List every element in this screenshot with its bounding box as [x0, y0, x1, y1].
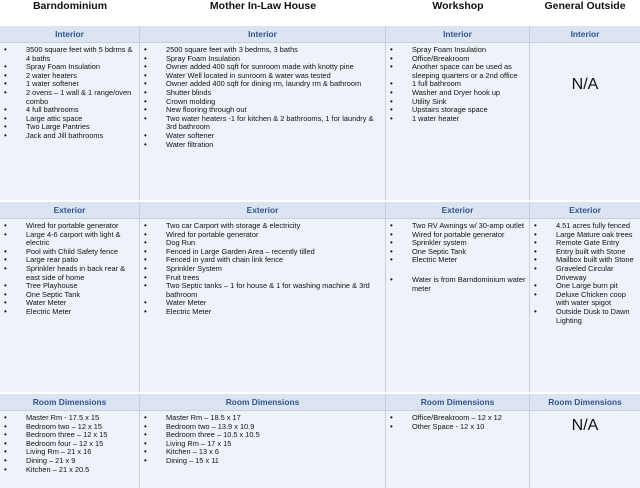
list-item: • Bedroom four – 12 x 15	[4, 440, 137, 449]
list-item: • Living Rm – 21 x 16	[4, 448, 137, 457]
list-item: • Spray Foam Insulation	[390, 46, 527, 55]
list-item: • Sprinkler system	[390, 239, 527, 248]
mother-in-law-interior-cell	[140, 26, 386, 200]
list-item: • Two car Carport with storage & electricity	[144, 222, 383, 231]
workshop-exterior-note	[386, 273, 529, 293]
workshop-exterior-list	[386, 219, 529, 265]
list-item: • Dining – 21 x 9	[4, 457, 137, 466]
list-item: • New flooring through out	[144, 106, 383, 115]
list-item: • Electric Meter	[390, 256, 527, 265]
list-item: • Sprinkler System	[144, 265, 383, 274]
list-item: • Kitchen – 13 x 6	[144, 448, 383, 457]
list-item: • 1 water heater	[390, 115, 527, 124]
section-header-interior: Interior	[0, 26, 139, 43]
column-title-mother-in-law-house: Mother In-Law House	[209, 0, 317, 12]
list-item: • Living Rm – 17 x 15	[144, 440, 383, 449]
list-item: • 1 full bathroom	[390, 80, 527, 89]
workshop-exterior-cell	[386, 202, 530, 392]
list-item: • Spray Foam Insulation	[144, 55, 383, 64]
general-outside-exterior-list	[530, 219, 640, 325]
list-item: • Another space can be used as sleeping quarters or a 2nd office	[390, 63, 527, 80]
list-item: • Dog Run	[144, 239, 383, 248]
list-item: • Mailbox built with Stone	[534, 256, 638, 265]
section-header-room-dimensions: Room Dimensions	[140, 394, 385, 411]
section-header-exterior: Exterior	[140, 202, 385, 219]
list-item: • Jack and Jill bathrooms	[4, 132, 137, 141]
list-item: • Electric Meter	[144, 308, 383, 317]
list-item: • One Large burn pit	[534, 282, 638, 291]
list-item: • Water Meter	[4, 299, 137, 308]
list-item: • Fruit trees	[144, 274, 383, 283]
mother-in-law-exterior-list	[140, 219, 385, 317]
list-item: • Water softener	[144, 132, 383, 141]
list-item: • 2 water heaters	[4, 72, 137, 81]
list-item: • 4.51 acres fully fenced	[534, 222, 638, 231]
list-item: • Office/Breakroom	[390, 55, 527, 64]
list-item: • Large Mature oak trees	[534, 231, 638, 240]
general-outside-exterior-cell	[530, 202, 640, 392]
list-item: • Master Rm - 17.5 x 15	[4, 414, 137, 423]
column-title-barndominium: Barndominium	[32, 0, 108, 12]
list-item: • One Septic Tank	[390, 248, 527, 257]
list-item: • Kitchen – 21 x 20.5	[4, 466, 137, 475]
not-applicable-label: N/A	[571, 417, 599, 434]
list-item: • Dining – 15 x 11	[144, 457, 383, 466]
list-item: • Remote Gate Entry	[534, 239, 638, 248]
list-item: • Upstairs storage space	[390, 106, 527, 115]
list-item: • Bedroom two – 12 x 15	[4, 423, 137, 432]
list-item: • Two water heaters -1 for kitchen & 2 bathrooms, 1 for laundry & 3rd bathroom	[144, 115, 383, 132]
not-applicable-label: N/A	[571, 76, 599, 93]
workshop-room-dimensions-cell	[386, 394, 530, 488]
workshop-interior-list	[386, 43, 529, 123]
section-header-exterior: Exterior	[0, 202, 139, 219]
barndominium-room-dimensions-list	[0, 411, 139, 474]
mother-in-law-exterior-cell	[140, 202, 386, 392]
list-item: • Bedroom three – 12 x 15	[4, 431, 137, 440]
list-item: • Entry built with Stone	[534, 248, 638, 257]
list-item: • Shutter blinds	[144, 89, 383, 98]
list-item: • Large rear patio	[4, 256, 137, 265]
list-item: • Owner added 400 sqft for dining rm, laundry rm & bathroom	[144, 80, 383, 89]
workshop-room-dimensions-list	[386, 411, 529, 431]
list-item: • Owner added 400 sqft for sunroom made with knotty pine	[144, 63, 383, 72]
list-item: • Graveled Circular Driveway	[534, 265, 638, 282]
section-header-exterior: Exterior	[386, 202, 529, 219]
list-item: • Outside Dusk to Dawn Lighting	[534, 308, 638, 325]
list-item: • Two Large Pantries	[4, 123, 137, 132]
section-header-room-dimensions: Room Dimensions	[530, 394, 640, 411]
list-item: • Other Space - 12 x 10	[390, 423, 527, 432]
section-header-interior: Interior	[530, 26, 640, 43]
barndominium-interior-list	[0, 43, 139, 141]
mother-in-law-interior-list	[140, 43, 385, 149]
section-header-interior: Interior	[140, 26, 385, 43]
list-item: • Sprinkler heads in back rear & east side of home	[4, 265, 137, 282]
section-header-room-dimensions: Room Dimensions	[386, 394, 529, 411]
list-item: • Two Septic tanks – 1 for house & 1 for washing machine & 3rd bathroom	[144, 282, 383, 299]
list-item: • Office/Breakroom – 12 x 12	[390, 414, 527, 423]
list-item: • 4 full bathrooms	[4, 106, 137, 115]
list-item: • Bedroom two – 13.9 x 10.9	[144, 423, 383, 432]
list-item: • Utility Sink	[390, 98, 527, 107]
features-table	[0, 26, 640, 488]
column-title-general-outside: General Outside	[544, 0, 626, 12]
list-item: • Two RV Awnings w/ 30-amp outlet	[390, 222, 527, 231]
list-item: • Water Well located in sunroom & water was tested	[144, 72, 383, 81]
list-item: • Large 4-6 carport with light & electric	[4, 231, 137, 248]
list-item: • Water is from Barndominium water meter	[390, 276, 527, 293]
list-item: • Bedroom three – 10.5 x 10.5	[144, 431, 383, 440]
barndominium-interior-cell	[0, 26, 140, 200]
list-item: • 1 water softener	[4, 80, 137, 89]
list-item: • 2 ovens – 1 wall & 1 range/oven combo	[4, 89, 137, 106]
barndominium-room-dimensions-cell	[0, 394, 140, 488]
list-item: • Fenced in yard with chain link fence	[144, 256, 383, 265]
list-item: • 3500 square feet with 5 bdrms & 4 baths	[4, 46, 137, 63]
mother-in-law-room-dimensions-cell	[140, 394, 386, 488]
list-item: • 2500 square feet with 3 bedrms, 3 baths	[144, 46, 383, 55]
list-item: • Washer and Dryer hook up	[390, 89, 527, 98]
general-outside-interior-cell	[530, 26, 640, 200]
column-title-workshop: Workshop	[432, 0, 484, 12]
list-item: • Tree Playhouse	[4, 282, 137, 291]
list-item: • Wired for portable generator	[4, 222, 137, 231]
list-item: • Deluxe Chicken coop with water spigot	[534, 291, 638, 308]
list-item: • Large attic space	[4, 115, 137, 124]
section-header-exterior: Exterior	[530, 202, 640, 219]
list-item: • Spray Foam Insulation	[4, 63, 137, 72]
general-outside-room-dimensions-cell	[530, 394, 640, 488]
list-item: • Water filtration	[144, 141, 383, 150]
list-item: • Wired for portable generator	[390, 231, 527, 240]
section-header-room-dimensions: Room Dimensions	[0, 394, 139, 411]
list-item: • Crown molding	[144, 98, 383, 107]
list-item: • Wired for portable generator	[144, 231, 383, 240]
section-header-interior: Interior	[386, 26, 529, 43]
mother-in-law-room-dimensions-list	[140, 411, 385, 466]
list-item: • One Septic Tank	[4, 291, 137, 300]
list-item: • Electric Meter	[4, 308, 137, 317]
barndominium-exterior-list	[0, 219, 139, 317]
barndominium-exterior-cell	[0, 202, 140, 392]
list-item: • Water Meter	[144, 299, 383, 308]
list-item: • Pool with Child Safety fence	[4, 248, 137, 257]
list-item: • Master Rm – 18.5 x 17	[144, 414, 383, 423]
workshop-interior-cell	[386, 26, 530, 200]
list-item: • Fenced in Large Garden Area – recently tilled	[144, 248, 383, 257]
